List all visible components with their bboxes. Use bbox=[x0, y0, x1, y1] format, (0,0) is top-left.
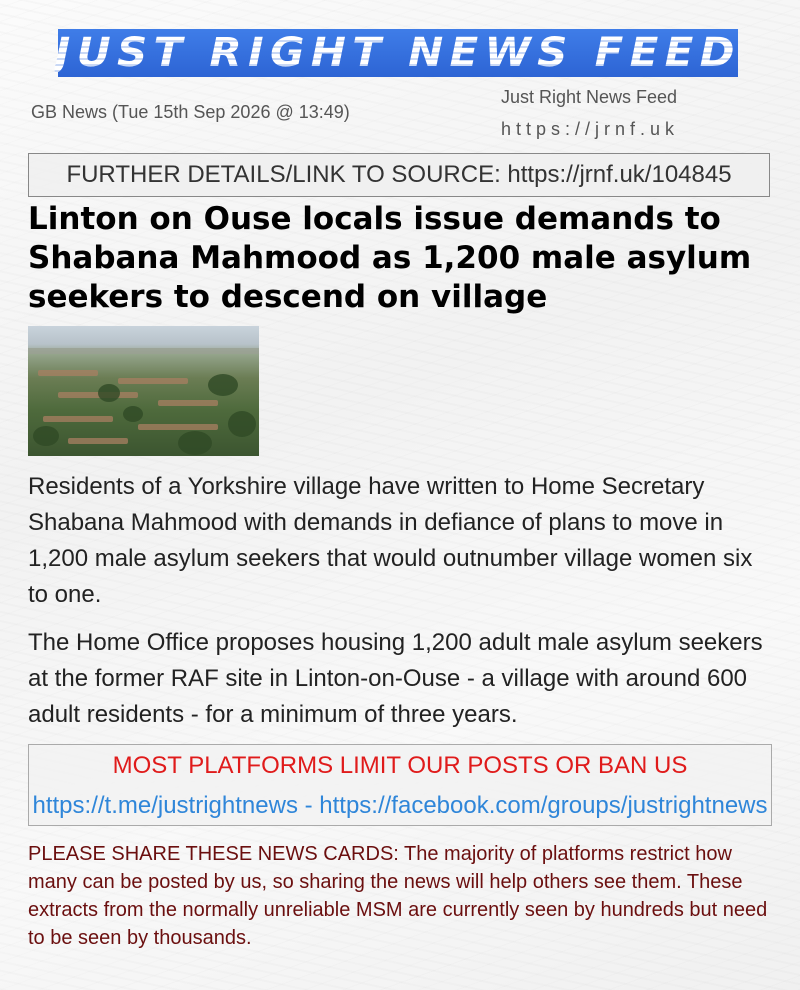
site-banner bbox=[54, 29, 742, 77]
site-url[interactable]: https://jrnf.uk bbox=[501, 119, 680, 139]
platform-warning: MOST PLATFORMS LIMIT OUR POSTS OR BAN US bbox=[112, 752, 688, 779]
source-dateline: GB News (Tue 15th Sep 2026 @ 13:49) bbox=[31, 102, 350, 122]
source-link-box[interactable] bbox=[28, 153, 770, 197]
social-links[interactable]: https://t.me/justrightnews - https://facebook.com/groups/justrightnews bbox=[32, 792, 768, 819]
share-note: PLEASE SHARE THESE NEWS CARDS: The majority of platforms restrict how many can be posted by us, so sharing the news will help others see them. These extracts from the normally unreliable MSM are currently seen by hundreds but need to be seen by thousands. bbox=[28, 843, 768, 949]
banner-title: JUST RIGHT NEWS FEED bbox=[54, 30, 742, 76]
source-link-text[interactable]: FURTHER DETAILS/LINK TO SOURCE: https://jrnf.uk/104845 bbox=[66, 161, 732, 188]
platforms-notice bbox=[28, 744, 772, 826]
article-paragraph-1: Residents of a Yorkshire village have written to Home Secretary Shabana Mahmood with demands in defiance of plans to move in 1,200 male asylum seekers that would outnumber village women six to one. bbox=[28, 473, 753, 608]
article-paragraph-2: The Home Office proposes housing 1,200 adult male asylum seekers at the former RAF site in Linton-on-Ouse - a village with around 600 adult residents - for a minimum of three years. bbox=[28, 629, 763, 728]
site-name: Just Right News Feed bbox=[501, 87, 678, 107]
article-headline: Linton on Ouse locals issue demands to Shabana Mahmood as 1,200 male asylum seekers to descend on village bbox=[28, 201, 752, 315]
article-photo bbox=[28, 326, 259, 456]
